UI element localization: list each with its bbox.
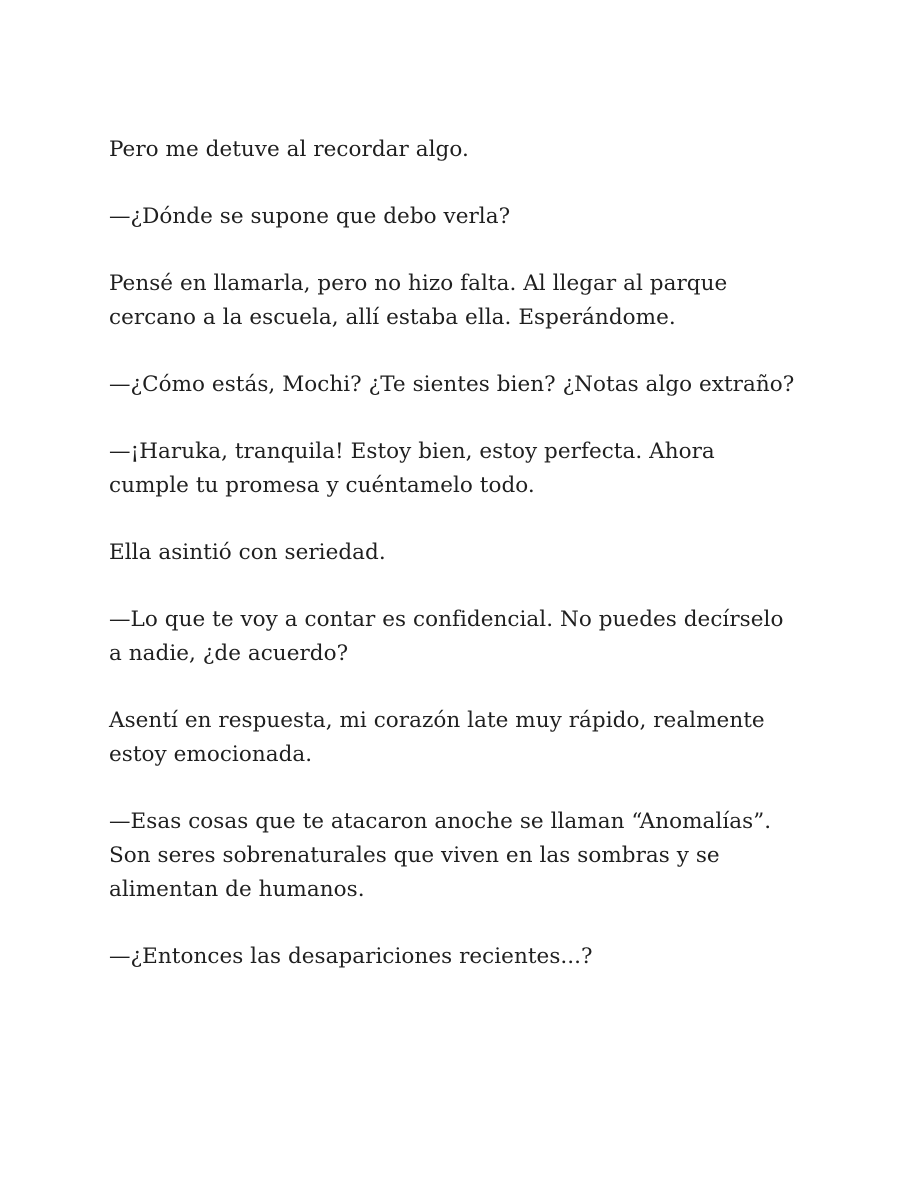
paragraph: Pero me detuve al recordar algo.: [109, 137, 469, 162]
document-page: [109, 133, 799, 1007]
paragraph: —¿Cómo estás, Mochi? ¿Te sientes bien? ¿Notas algo extraño?: [109, 372, 795, 397]
paragraph: —Esas cosas que te atacaron anoche se llaman “Anomalías”. Son seres sobrenaturales que viven en las sombras y se alimentan de humanos.: [109, 809, 772, 902]
paragraph: —¿Dónde se supone que debo verla?: [109, 204, 511, 229]
paragraph: Asentí en respuesta, mi corazón late muy rápido, realmente estoy emocionada.: [109, 708, 765, 767]
paragraph: Ella asintió con seriedad.: [109, 540, 386, 565]
paragraph: —¡Haruka, tranquila! Estoy bien, estoy perfecta. Ahora cumple tu promesa y cuéntamelo todo.: [109, 439, 715, 498]
paragraph: —¿Entonces las desapariciones recientes...?: [109, 944, 593, 969]
paragraph: —Lo que te voy a contar es confidencial. No puedes decírselo a nadie, ¿de acuerdo?: [109, 607, 784, 666]
paragraph: Pensé en llamarla, pero no hizo falta. Al llegar al parque cercano a la escuela, allí estaba ella. Esperándome.: [109, 271, 728, 330]
